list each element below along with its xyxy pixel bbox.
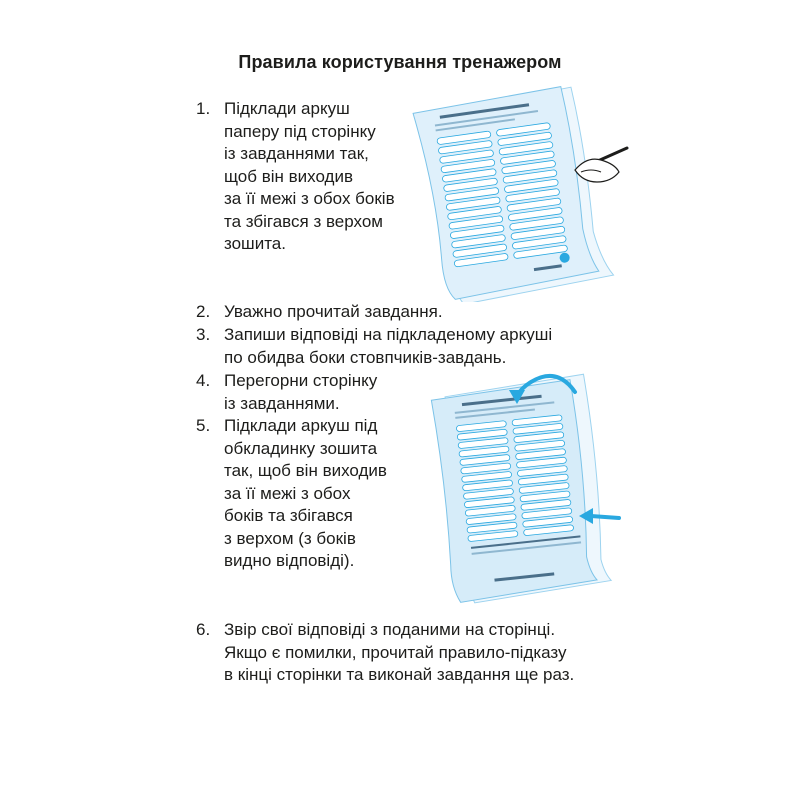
step-line: Підклади аркуш під <box>224 416 378 435</box>
step-line: за її межі з обох <box>224 483 351 503</box>
step-line: Звір свої відповіді з поданими на сторінці. <box>224 620 556 639</box>
step-line: зошита. <box>224 234 286 253</box>
step-number: 6. <box>196 620 211 639</box>
step-line: обкладинку зошита <box>224 438 378 458</box>
step-line: по обидва боки стовпчиків-завдань. <box>224 347 507 367</box>
worksheet-with-pen-icon <box>405 82 635 302</box>
step-number: 2. <box>196 302 211 321</box>
step-2 <box>196 301 443 324</box>
step-line: Якщо є помилки, прочитай правило-підказу <box>224 642 567 662</box>
step-line: видно відповіді). <box>224 551 355 570</box>
left-arrow-icon <box>591 516 619 518</box>
step-line: із завданнями так, <box>224 144 369 163</box>
step-line: Уважно прочитай завдання. <box>224 302 443 321</box>
step-3 <box>196 324 552 369</box>
step-line: Підклади аркуш <box>224 99 350 118</box>
worksheet-flipped-with-arrows-icon <box>405 368 635 608</box>
step-line: паперу під сторінку <box>224 121 376 141</box>
step-line: щоб він виходив <box>224 166 353 186</box>
step-number: 4. <box>196 371 211 390</box>
step-5 <box>196 415 387 573</box>
step-line: боків та збігався <box>224 506 353 525</box>
step-line: Перегорни сторінку <box>224 371 378 390</box>
step-number: 5. <box>196 416 211 435</box>
step-number: 3. <box>196 325 211 344</box>
step-line: так, щоб він виходив <box>224 461 387 480</box>
step-line: з верхом (з боків <box>224 528 356 548</box>
step-line: із завданнями. <box>224 393 340 413</box>
step-6 <box>196 619 574 687</box>
page-title: Правила користування тренажером <box>238 52 562 72</box>
step-line: Запиши відповіді на підкладеному аркуші <box>224 325 553 344</box>
step-1 <box>196 98 395 256</box>
step-line: та збігався з верхом <box>224 211 383 231</box>
step-number: 1. <box>196 99 211 118</box>
step-4 <box>196 370 377 415</box>
step-line: за її межі з обох боків <box>224 189 395 208</box>
step-line: в кінці сторінки та виконай завдання ще раз. <box>224 665 575 684</box>
